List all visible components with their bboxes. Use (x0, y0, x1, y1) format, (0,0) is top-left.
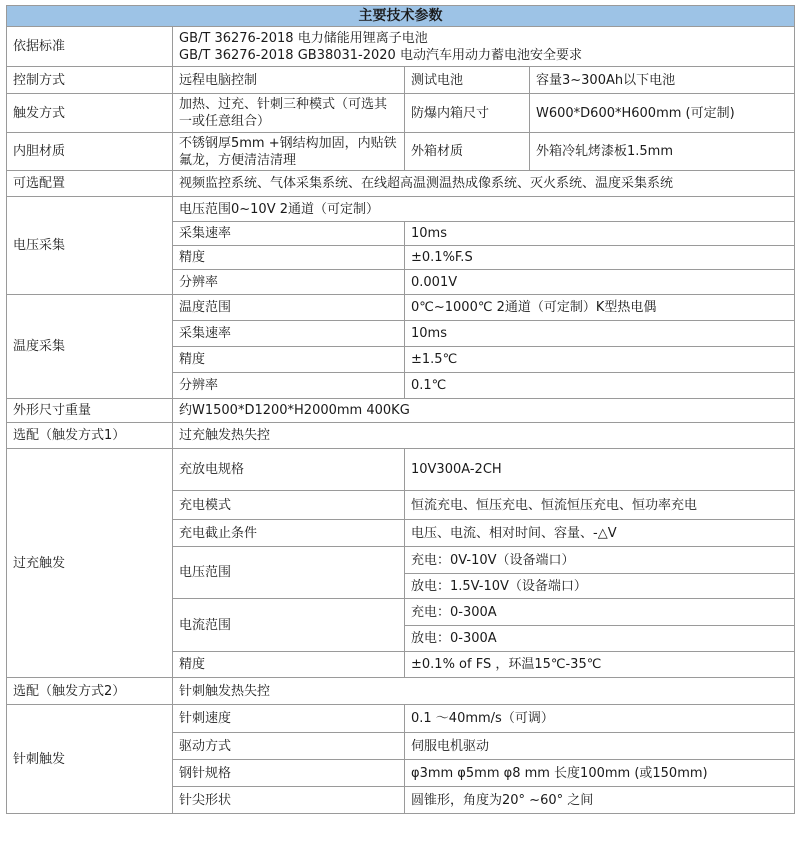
overcharge-accuracy-value: ±0.1% of FS ，环温15℃-35℃ (405, 652, 795, 678)
charge-spec-value: 10V300A-2CH (405, 449, 795, 491)
option1-label: 选配（触发方式1） (7, 423, 173, 449)
temp-rate-label: 采集速率 (173, 321, 405, 347)
temp-rate-value: 10ms (405, 321, 795, 347)
voltage-range: 电压范围0~10V 2通道（可定制） (173, 197, 795, 222)
current-range-discharge: 放电：0-300A (405, 626, 795, 652)
optional-value: 视频监控系统、气体采集系统、在线超高温测温热成像系统、灭火系统、温度采集系统 (173, 171, 795, 197)
temperature-label: 温度采集 (7, 295, 173, 399)
needle-speed-label: 针刺速度 (173, 705, 405, 733)
control-value: 远程电脑控制 (173, 67, 405, 94)
voltage-range-charge: 充电：0V-10V（设备端口） (405, 547, 795, 574)
current-range-label: 电流范围 (173, 599, 405, 652)
needle-spec-value: φ3mm φ5mm φ8 mm 长度100mm (或150mm) (405, 760, 795, 787)
outer-box-label: 外箱材质 (405, 133, 530, 171)
needle-speed-value: 0.1 ～40mm/s（可调） (405, 705, 795, 733)
needle-tip-value: 圆锥形，角度为20° ~60° 之间 (405, 787, 795, 814)
liner-label: 内胆材质 (7, 133, 173, 171)
overcharge-label: 过充触发 (7, 449, 173, 678)
table-title: 主要技术参数 (7, 6, 795, 27)
drive-mode-value: 伺服电机驱动 (405, 733, 795, 760)
voltage-rate-value: 10ms (405, 222, 795, 246)
trigger-value: 加热、过充、针刺三种模式（可选其一或任意组合） (173, 94, 405, 133)
spec-table (6, 5, 795, 814)
option2-label: 选配（触发方式2） (7, 678, 173, 705)
cutoff-label: 充电截止条件 (173, 520, 405, 547)
charge-mode-label: 充电模式 (173, 491, 405, 520)
drive-mode-label: 驱动方式 (173, 733, 405, 760)
voltage-range-discharge: 放电：1.5V-10V（设备端口） (405, 574, 795, 599)
control-label: 控制方式 (7, 67, 173, 94)
outer-box-value: 外箱冷轧烤漆板1.5mm (530, 133, 795, 171)
inner-box-label: 防爆内箱尺寸 (405, 94, 530, 133)
cutoff-value: 电压、电流、相对时间、容量、-△V (405, 520, 795, 547)
voltage-range-label: 电压范围 (173, 547, 405, 599)
voltage-accuracy-label: 精度 (173, 246, 405, 270)
temp-resolution-value: 0.1℃ (405, 373, 795, 399)
battery-value: 容量3~300Ah以下电池 (530, 67, 795, 94)
temp-range-label: 温度范围 (173, 295, 405, 321)
voltage-label: 电压采集 (7, 197, 173, 295)
current-range-charge: 充电：0-300A (405, 599, 795, 626)
temp-range-value: 0℃~1000℃ 2通道（可定制）K型热电偶 (405, 295, 795, 321)
voltage-resolution-label: 分辨率 (173, 270, 405, 295)
temp-accuracy-label: 精度 (173, 347, 405, 373)
trigger-label: 触发方式 (7, 94, 173, 133)
battery-label: 测试电池 (405, 67, 530, 94)
standard-line-1: GB/T 36276-2018 电力储能用锂离子电池 (179, 30, 428, 46)
temp-accuracy-value: ±1.5℃ (405, 347, 795, 373)
size-value: 约W1500*D1200*H2000mm 400KG (173, 399, 795, 423)
charge-spec-label: 充放电规格 (173, 449, 405, 491)
voltage-resolution-value: 0.001V (405, 270, 795, 295)
liner-value: 不锈钢厚5mm +钢结构加固，内贴铁氟龙，方便清洁清理 (173, 133, 405, 171)
needle-tip-label: 针尖形状 (173, 787, 405, 814)
option2-value: 针刺触发热失控 (173, 678, 795, 705)
overcharge-accuracy-label: 精度 (173, 652, 405, 678)
inner-box-value: W600*D600*H600mm (可定制) (530, 94, 795, 133)
standard-line-2: GB/T 36276-2018 GB38031-2020 电动汽车用动力蓄电池安全要求 (179, 47, 582, 63)
option1-value: 过充触发热失控 (173, 423, 795, 449)
optional-label: 可选配置 (7, 171, 173, 197)
standard-value (173, 27, 795, 67)
needle-spec-label: 钢针规格 (173, 760, 405, 787)
voltage-rate-label: 采集速率 (173, 222, 405, 246)
voltage-accuracy-value: ±0.1%F.S (405, 246, 795, 270)
standard-label: 依据标准 (7, 27, 173, 67)
needle-label: 针刺触发 (7, 705, 173, 814)
temp-resolution-label: 分辨率 (173, 373, 405, 399)
charge-mode-value: 恒流充电、恒压充电、恒流恒压充电、恒功率充电 (405, 491, 795, 520)
size-label: 外形尺寸重量 (7, 399, 173, 423)
